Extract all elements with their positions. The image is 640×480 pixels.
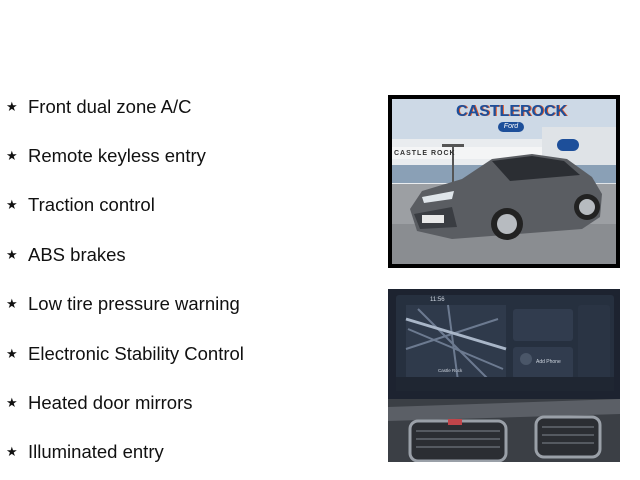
star-icon: ★ bbox=[6, 197, 18, 212]
map-street-label: Castle Rock bbox=[438, 368, 463, 373]
interior-scene bbox=[388, 289, 620, 462]
feature-label: Front dual zone A/C bbox=[28, 96, 192, 117]
dealer-logo-text: CASTLEROCK bbox=[456, 103, 568, 120]
feature-label: Low tire pressure warning bbox=[28, 293, 240, 314]
feature-label: Illuminated entry bbox=[28, 441, 164, 462]
feature-item bbox=[6, 94, 192, 120]
star-icon: ★ bbox=[6, 247, 18, 262]
feature-item bbox=[6, 291, 240, 317]
ford-oval-sign bbox=[557, 139, 579, 151]
feature-label: Remote keyless entry bbox=[28, 145, 206, 166]
exterior-photo[interactable] bbox=[388, 95, 620, 268]
interior-photo[interactable] bbox=[388, 289, 620, 462]
star-icon: ★ bbox=[6, 148, 18, 163]
feature-item bbox=[6, 439, 164, 465]
ford-badge: Ford bbox=[498, 122, 524, 132]
feature-label: Electronic Stability Control bbox=[28, 343, 244, 364]
star-icon: ★ bbox=[6, 296, 18, 311]
star-icon: ★ bbox=[6, 395, 18, 410]
feature-label: ABS brakes bbox=[28, 244, 126, 265]
screen-app-label: Add Phone bbox=[536, 359, 561, 365]
feature-item bbox=[6, 143, 206, 169]
feature-item bbox=[6, 192, 155, 218]
feature-item bbox=[6, 242, 126, 268]
feature-item bbox=[6, 341, 244, 367]
star-icon: ★ bbox=[6, 99, 18, 114]
feature-label: Traction control bbox=[28, 194, 155, 215]
screen-time: 11:56 bbox=[430, 297, 445, 303]
star-icon: ★ bbox=[6, 346, 18, 361]
star-icon: ★ bbox=[6, 444, 18, 459]
building-sign: CASTLE ROCK bbox=[394, 150, 456, 157]
dealer-logo bbox=[456, 103, 566, 132]
feature-item bbox=[6, 390, 193, 416]
feature-label: Heated door mirrors bbox=[28, 392, 193, 413]
